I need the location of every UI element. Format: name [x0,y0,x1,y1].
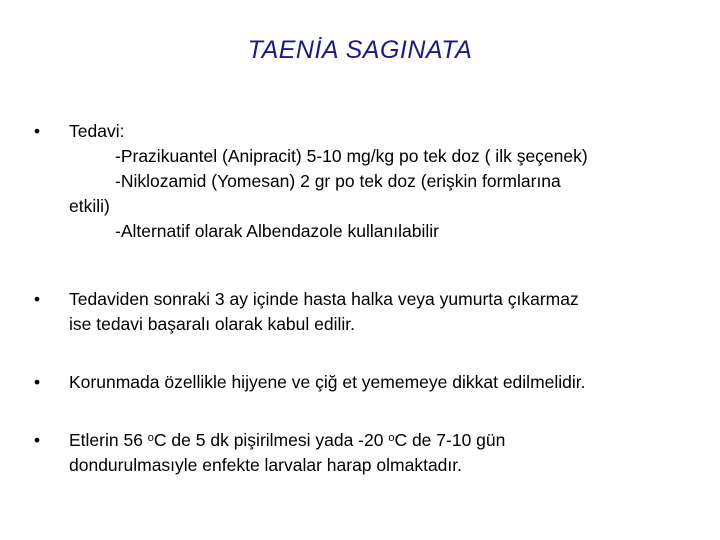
slide-title: TAENİA SAGINATA [247,36,473,64]
bullet-marker: • [34,430,41,450]
degree-superscript: o [388,432,395,444]
bullet-text-line: -Prazikuantel (Anipracit) 5-10 mg/kg po tek doz ( ilk şeçenek) [115,146,588,166]
bullet-text-line [69,428,689,453]
text-segment: Etlerin 56 [69,430,148,450]
bullet-text-line: -Alternatif olarak Albendazole kullanılabilir [115,221,439,241]
degree-superscript: o [147,432,154,444]
text-segment: C de 7-10 gün [394,430,506,450]
bullet-text-line: Korunmada özellikle hijyene ve çiğ et yememeye dikkat edilmelidir. [69,372,586,392]
bullet-text-line: Tedaviden sonraki 3 ay içinde hasta halka veya yumurta çıkarmaz [69,289,579,309]
bullet-marker: • [34,121,41,141]
text-segment: C de 5 dk pişirilmesi yada -20 [153,430,389,450]
bullet-marker: • [34,289,41,309]
bullet-text-line: dondurulmasıyle enfekte larvalar harap olmaktadır. [69,455,462,475]
bullet-text-line: etkili) [69,196,110,216]
bullet-text-line: Tedavi: [69,121,125,141]
bullet-marker: • [34,372,41,392]
bullet-text-line: ise tedavi başaralı olarak kabul edilir. [69,314,355,334]
bullet-text-line: -Niklozamid (Yomesan) 2 gr po tek doz (erişkin formlarına [115,171,561,191]
